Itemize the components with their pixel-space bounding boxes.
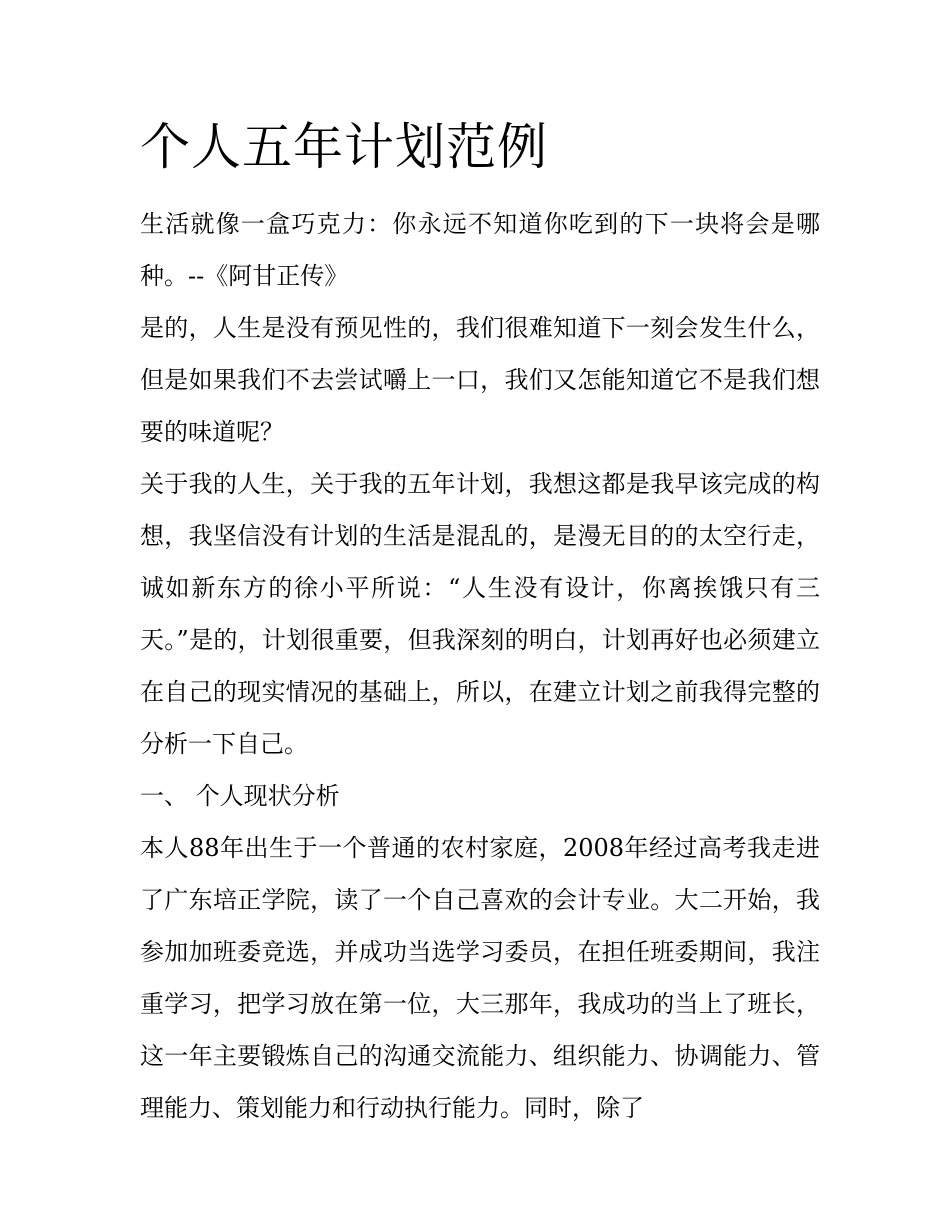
document-body — [140, 112, 820, 1134]
section-heading: 一、 个人现状分析 — [140, 782, 340, 810]
document-title: 个人五年计划范例 — [140, 118, 548, 176]
plan-paragraph: 关于我的人生，关于我的五年计划，我想这都是我早该完成的构想，我坚信没有计划的生活是混乱的，是漫无目的的太空行走，诚如新东方的徐小平所说：“人生没有设计，你离挨饿只有三天。”是的，计划很重要，但我深刻的明白，计划再好也必须建立在自己的现实情况的基础上，所以，在建立计划之前我得完整的分析一下自己。 — [140, 470, 820, 758]
quote-paragraph: 生活就像一盒巧克力：你永远不知道你吃到的下一块将会是哪种。--《阿甘正传》 — [140, 210, 820, 290]
background-paragraph: 本人88年出生于一个普通的农村家庭，2008年经过高考我走进了广东培正学院，读了一个自己喜欢的会计专业。大二开始，我参加加班委竞选，并成功当选学习委员，在担任班委期间，我注重学习，把学习放在第一位，大三那年，我成功的当上了班长，这一年主要锻炼自己的沟通交流能力、组织能力、协调能力、管理能力、策划能力和行动执行能力。同时，除了 — [140, 834, 820, 1122]
intro-paragraph: 是的，人生是没有预见性的，我们很难知道下一刻会发生什么，但是如果我们不去尝试嚼上一口，我们又怎能知道它不是我们想要的味道呢？ — [140, 314, 820, 446]
